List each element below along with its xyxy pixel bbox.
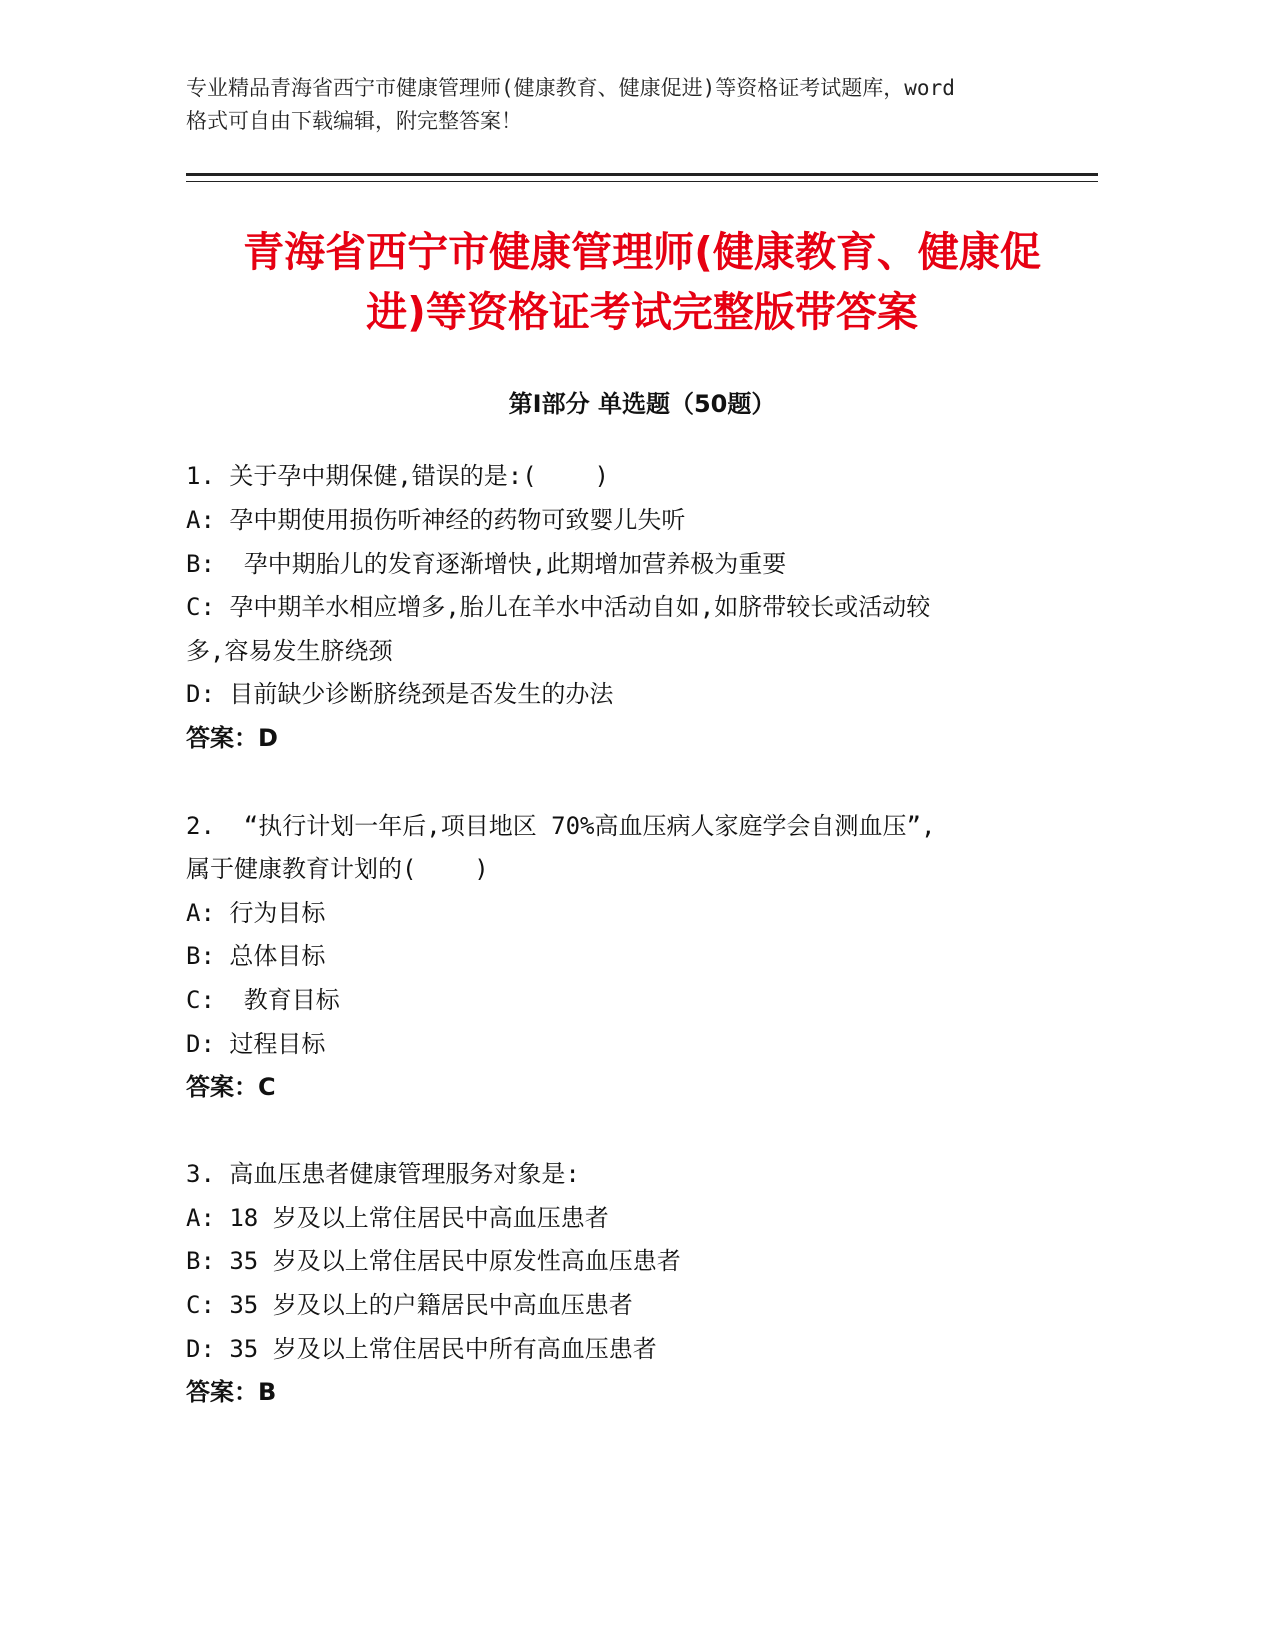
question-2-option-c: C: 教育目标 bbox=[186, 986, 340, 1014]
question-1-stem: 1. 关于孕中期保健,错误的是:( ) bbox=[186, 462, 609, 490]
question-2-option-a: A: 行为目标 bbox=[186, 899, 326, 927]
question-3-option-c: C: 35 岁及以上的户籍居民中高血压患者 bbox=[186, 1291, 633, 1319]
question-1-answer: 答案：D bbox=[186, 724, 278, 752]
question-1-option-c-continued: 多,容易发生脐绕颈 bbox=[186, 637, 393, 665]
header-note bbox=[186, 72, 1086, 138]
header-note-line2: 格式可自由下载编辑，附完整答案！ bbox=[186, 109, 522, 133]
question-3-answer: 答案：B bbox=[186, 1378, 277, 1406]
question-2-option-b: B: 总体目标 bbox=[186, 942, 326, 970]
question-3-stem: 3. 高血压患者健康管理服务对象是: bbox=[186, 1160, 580, 1188]
question-1-option-a: A: 孕中期使用损伤听神经的药物可致婴儿失听 bbox=[186, 506, 686, 534]
section-heading: 第Ⅰ部分 单选题（50题） bbox=[508, 390, 776, 418]
question-2-stem: 2. “执行计划一年后,项目地区 70%高血压病人家庭学会自测血压”, bbox=[186, 812, 936, 840]
question-2-answer: 答案：C bbox=[186, 1073, 276, 1101]
question-2-option-d: D: 过程目标 bbox=[186, 1030, 326, 1058]
question-1-option-c: C: 孕中期羊水相应增多,胎儿在羊水中活动自如,如脐带较长或活动较 bbox=[186, 593, 931, 621]
header-divider-thick bbox=[186, 173, 1098, 176]
question-1-option-b: B: 孕中期胎儿的发育逐渐增快,此期增加营养极为重要 bbox=[186, 550, 787, 578]
question-3-option-b: B: 35 岁及以上常住居民中原发性高血压患者 bbox=[186, 1247, 681, 1275]
question-1-option-d: D: 目前缺少诊断脐绕颈是否发生的办法 bbox=[186, 680, 614, 708]
question-3-option-d: D: 35 岁及以上常住居民中所有高血压患者 bbox=[186, 1335, 657, 1363]
document-title-line1: 青海省西宁市健康管理师(健康教育、健康促 bbox=[243, 228, 1041, 276]
header-note-line1: 专业精品青海省西宁市健康管理师(健康教育、健康促进)等资格证考试题库，word bbox=[186, 76, 955, 100]
document-title-line2: 进)等资格证考试完整版带答案 bbox=[366, 288, 918, 336]
header-divider-thin bbox=[186, 181, 1098, 182]
question-2-stem-continued: 属于健康教育计划的( ) bbox=[186, 855, 489, 883]
question-3-option-a: A: 18 岁及以上常住居民中高血压患者 bbox=[186, 1204, 609, 1232]
document-title bbox=[186, 222, 1098, 342]
